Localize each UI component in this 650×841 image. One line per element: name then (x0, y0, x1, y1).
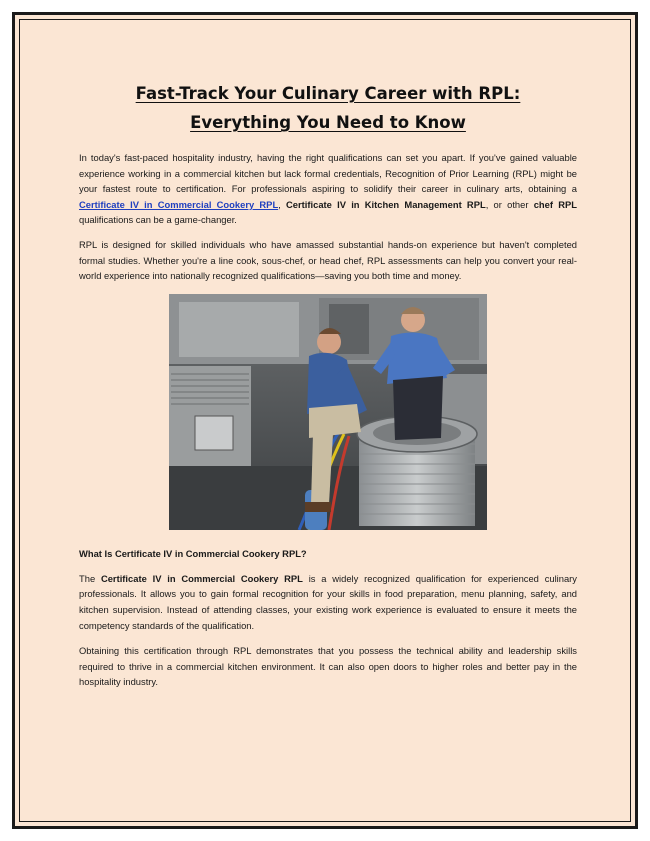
document-page (12, 12, 638, 829)
intro-text-a: In today's fast-paced hospitality industry, having the right qualifications can set you apart. If you've gained valuable experience working in a commercial kitchen but lack formal credentials, Recognition of Prior Learning (RPL) might be your fastest route to certification. For professionals aspiring to solidify their career in culinary arts, obtaining a (79, 152, 577, 195)
cert-text-b: is a widely recognized qualification for experienced culinary professionals. It allows you to gain formal recognition for your skills in food preparation, menu planning, safety, and kitchen supervision. Instead of attending classes, your existing work experience is evaluated to ensure it meets the competency standards of the qualification. (79, 572, 577, 631)
title-line-1: Fast-Track Your Culinary Career with RPL: (135, 84, 521, 103)
intro-text-d: qualifications can be a game-changer. (79, 214, 237, 226)
page-title (79, 79, 577, 137)
title-line-2: Everything You Need to Know (190, 113, 466, 132)
photo-container (79, 294, 577, 530)
document-content (79, 79, 577, 690)
commercial-cookery-rpl-bold: Certificate IV in Commercial Cookery RPL (100, 572, 303, 584)
intro-paragraph (79, 150, 577, 228)
rpl-description-paragraph: RPL is designed for skilled individuals who have amassed substantial hands-on experience but haven't completed formal studies. Whether you're a line cook, sous-chef, or head chef, RPL assessments can help you convert your real-world experience into nationally recognized qualifications—saving you both time and money. (79, 238, 577, 282)
cert-text-a: The (79, 572, 101, 584)
intro-text-b: , (278, 198, 287, 210)
technicians-photo (169, 294, 487, 530)
intro-text-c: , or other (485, 198, 534, 210)
kitchen-management-rpl-bold: Certificate IV in Kitchen Management RPL (286, 198, 486, 210)
chef-rpl-bold: chef RPL (533, 198, 577, 210)
section-heading: What Is Certificate IV in Commercial Cookery RPL? (79, 547, 307, 559)
certificate-description-paragraph (79, 571, 577, 633)
commercial-cookery-rpl-link[interactable]: Certificate IV in Commercial Cookery RPL (79, 198, 279, 210)
benefits-paragraph: Obtaining this certification through RPL demonstrates that you possess the technical ability and leadership skills required to thrive in a commercial kitchen environment. It can also open doors to higher roles and better pay in the hospitality industry. (79, 645, 577, 688)
